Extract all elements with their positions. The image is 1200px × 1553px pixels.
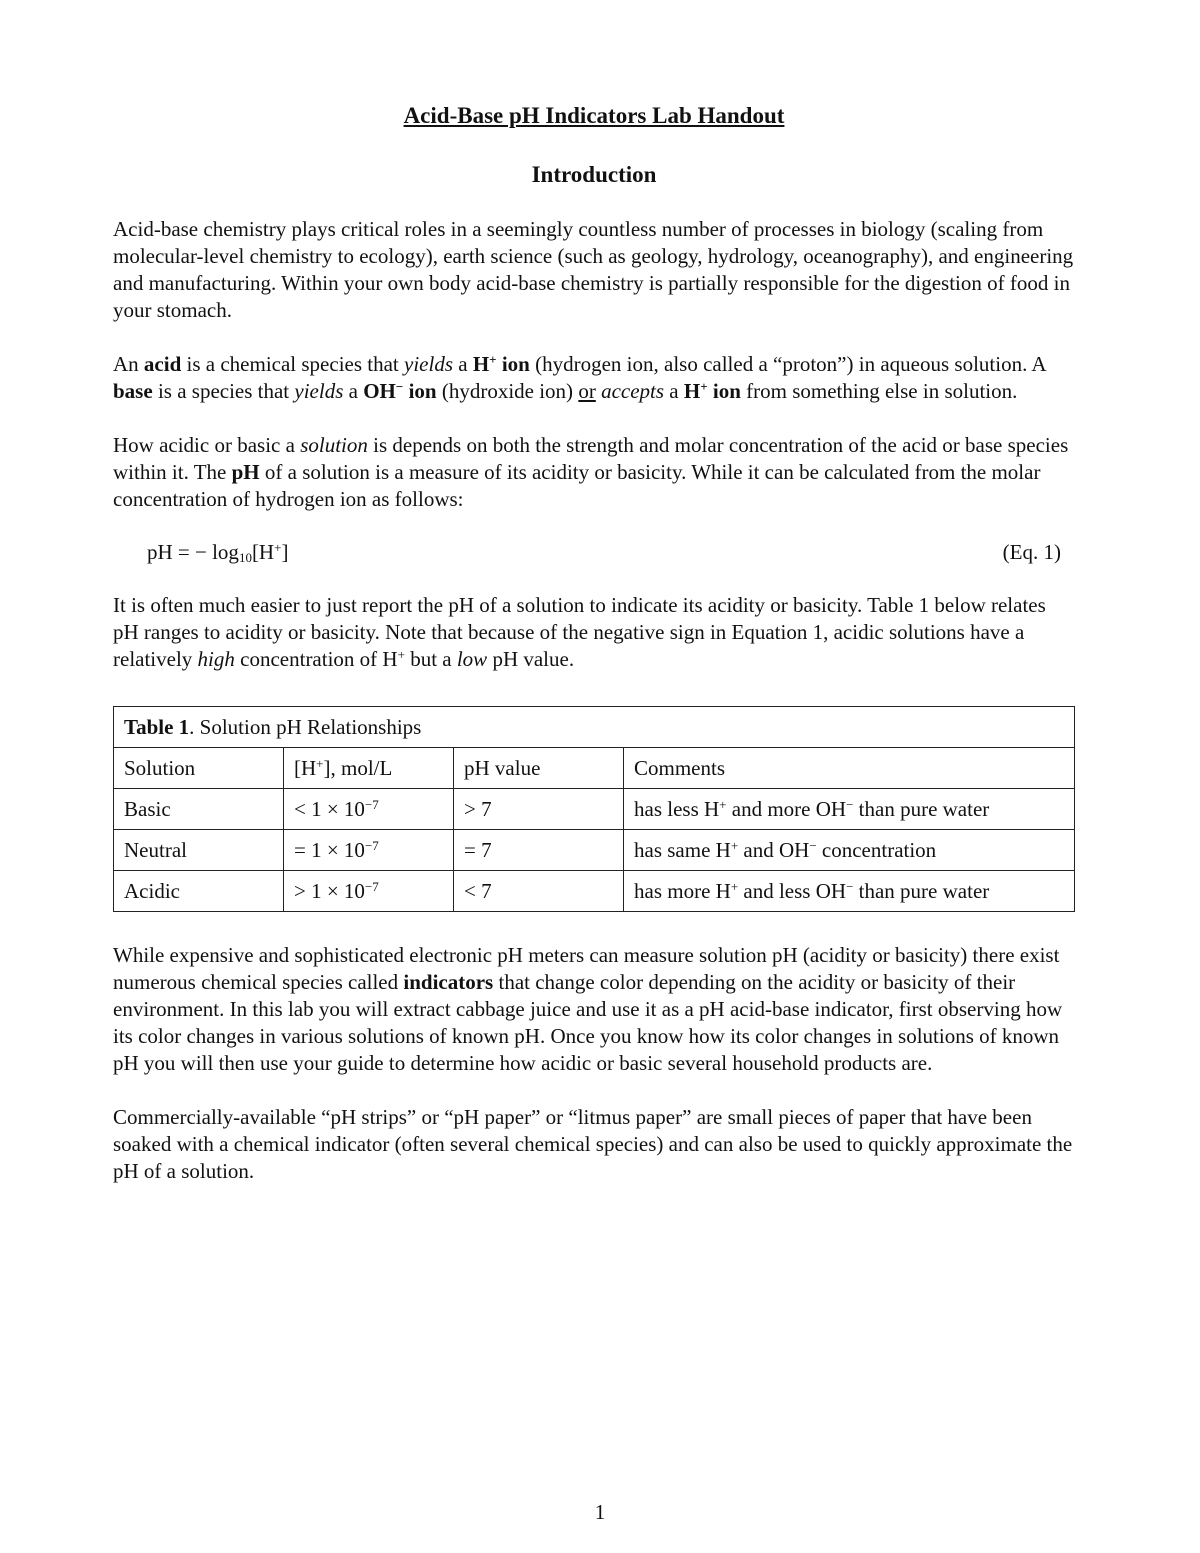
cell-ph: > 7 (454, 789, 624, 830)
section-heading: Introduction (531, 162, 657, 187)
table-caption: Table 1. Solution pH Relationships (114, 707, 1075, 748)
table-row (114, 871, 1075, 912)
header-solution: Solution (114, 748, 284, 789)
equation-label: (Eq. 1) (1002, 540, 1061, 564)
cell-comment: has more H+ and less OH− than pure water (624, 871, 1075, 912)
equation-1 (113, 539, 1075, 566)
document-page (113, 100, 1075, 1212)
table-row (114, 789, 1075, 830)
cell-comment: has same H+ and OH− concentration (624, 830, 1075, 871)
paragraph-ph-strips: Commercially-available “pH strips” or “pH paper” or “litmus paper” are small pieces of paper that have been soaked with a chemical indicator (often several chemical species) and can also be used to quickly approximate the pH of a solution. (113, 1105, 1073, 1183)
cell-concentration: < $1 \times 10^{-7}$ (284, 789, 454, 830)
cell-solution: Acidic (114, 871, 284, 912)
paragraph-ph-ranges: It is often much easier to just report the pH of a solution to indicate its acidity or basicity. Table 1 below relates pH ranges to acidity or basicity. Note that because of the negative sign in Equation 1, acidic solutions have a relatively high concentration of H+ but a low pH value. (113, 593, 1046, 671)
cell-ph: < 7 (454, 871, 624, 912)
header-ph-value: pH value (454, 748, 624, 789)
table-caption-row (114, 707, 1075, 748)
paragraph-indicators: While expensive and sophisticated electronic pH meters can measure solution pH (acidity or basicity) there exist numerous chemical species called indicators that change color depending on the acidity or basicity of their environment. In this lab you will extract cabbage juice and use it as a pH acid-base indicator, first observing how its color changes in various solutions of known pH. Once you know how its color changes in solutions of known pH you will then use your guide to determine how acidic or basic several household products are. (113, 943, 1063, 1075)
cell-comment: has less H+ and more OH− than pure water (624, 789, 1075, 830)
paragraph-intro: Acid-base chemistry plays critical roles in a seemingly countless number of processes in biology (scaling from molecular-level chemistry to ecology), earth science (such as geology, hydrology, oceanography), and engineering and manufacturing. Within your own body acid-base chemistry is partially responsible for the digestion of food in your stomach. (113, 217, 1074, 322)
header-comments: Comments (624, 748, 1075, 789)
cell-solution: Neutral (114, 830, 284, 871)
paragraph-ph-definition: How acidic or basic a solution is depends on both the strength and molar concentration of the acid or base species within it. The pH of a solution is a measure of its acidity or basicity. While it can be calculated from the molar concentration of hydrogen ion as follows: (113, 433, 1069, 511)
cell-concentration: > $1 \times 10^{-7}$ (284, 871, 454, 912)
cell-concentration: = $1 \times 10^{-7}$ (284, 830, 454, 871)
equation-expression: pH = − $\log_{10}[H^+]$ (147, 540, 289, 565)
table-header-row (114, 748, 1075, 789)
cell-ph: = 7 (454, 830, 624, 871)
table-row (114, 830, 1075, 871)
page-number: 1 (594, 1500, 606, 1524)
document-title: Acid-Base pH Indicators Lab Handout (403, 103, 785, 128)
paragraph-acid-base-definition: An acid is a chemical species that yields a H+ ion (hydrogen ion, also called a “proton”) in aqueous solution. A base is a species that yields a OH− ion (hydroxide ion) or accepts a H+ ion from something else in solution. (113, 352, 1046, 403)
ph-relationships-table (113, 706, 1075, 912)
cell-solution: Basic (114, 789, 284, 830)
header-concentration: [H+], mol/L (284, 748, 454, 789)
